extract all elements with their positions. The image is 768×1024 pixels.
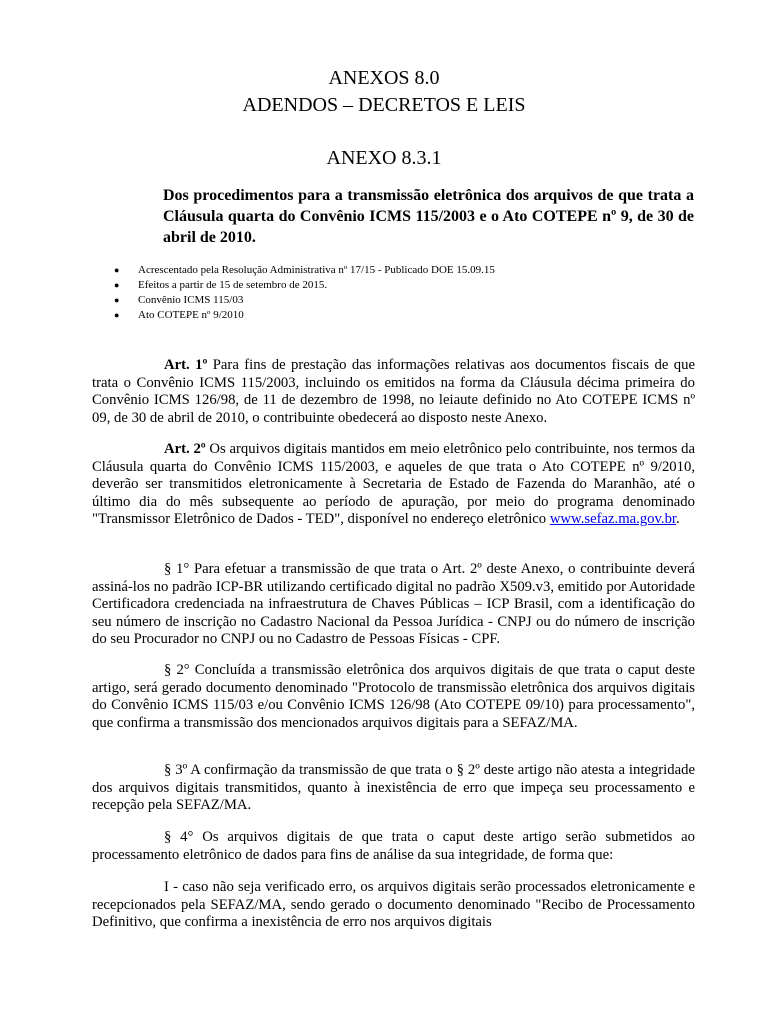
article-2 (92, 441, 695, 529)
note-text: Ato COTEPE nº 9/2010 (138, 309, 244, 321)
sefaz-website-link[interactable]: www.sefaz.ma.gov.br (549, 511, 676, 528)
bullet-icon: ● (114, 310, 120, 320)
notes-list (112, 263, 495, 323)
list-item (112, 308, 495, 323)
bullet-icon: ● (114, 280, 120, 290)
document-title: ANEXOS 8.0 (328, 67, 440, 89)
annex-description: Dos procedimentos para a transmissão eletrônica dos arquivos de que trata a Cláusula quarta do Convênio ICMS 115/2003 e o Ato COTEPE nº 9, de 30 de abril de 2010. (163, 187, 694, 246)
document-subtitle: ADENDOS – DECRETOS E LEIS (242, 94, 526, 116)
list-item (112, 278, 495, 293)
paragraph-3: § 3º A confirmação da transmissão de que trata o § 2º deste artigo não atesta a integridade dos arquivos digitais transmitidos, quanto à inexistência de erro que impeça seu processamento e recepção pela SEFAZ/MA. (92, 762, 695, 814)
article-1 (92, 357, 695, 427)
article-2-text: Os arquivos digitais mantidos em meio eletrônico pelo contribuinte, nos termos da Cláusula quarta do Convênio ICMS 115/2003, e aqueles de que trata o Ato COTEPE nº 9/2010, deverão ser transmitidos eletronicamente à Secretaria de Estado de Fazenda do Maranhão, até o último dia do mês subsequente ao período de apuração, por meio do programa denominado "Transmissor Eletrônico de Dados - TED", disponível no endereço eletrônico (92, 441, 695, 528)
article-1-label: Art. 1º (164, 357, 208, 373)
list-item (112, 293, 495, 308)
paragraph-4: § 4° Os arquivos digitais de que trata o caput deste artigo serão submetidos ao processamento eletrônico de dados para fins de análise da sua integridade, de forma que: (92, 829, 695, 863)
note-text: Convênio ICMS 115/03 (138, 294, 244, 306)
annex-title: ANEXO 8.3.1 (326, 147, 442, 169)
article-2-label: Art. 2º (164, 441, 206, 457)
note-text: Acrescentado pela Resolução Administrativa nº 17/15 - Publicado DOE 15.09.15 (138, 264, 495, 276)
article-2-end: . (676, 511, 680, 528)
article-1-text: Para fins de prestação das informações relativas aos documentos fiscais de que trata o Convênio ICMS 115/2003, incluindo os emitidos na forma da Cláusula décima primeira do Convênio ICMS 126/98, de 11 de dezembro de 1998, no leiaute definido no Ato COTEPE ICMS nº 09, de 30 de abril de 2010, o contribuinte obedecerá ao disposto neste Anexo. (92, 357, 695, 426)
note-text: Efeitos a partir de 15 de setembro de 2015. (138, 279, 328, 291)
item-i: I - caso não seja verificado erro, os arquivos digitais serão processados eletronicamente e recepcionados pela SEFAZ/MA, sendo gerado o documento denominado "Recibo de Processamento Definitivo, que confirma a inexistência de erro nos arquivos digitais (92, 879, 695, 931)
list-item (112, 263, 495, 278)
bullet-icon: ● (114, 265, 120, 275)
paragraph-1: § 1° Para efetuar a transmissão de que trata o Art. 2º deste Anexo, o contribuinte deverá assiná-los no padrão ICP-BR utilizando certificado digital no padrão X509.v3, emitido por Autoridade Certificadora credenciada na infraestrutura de Chaves Públicas – ICP Brasil, com a identificação do seu número de inscrição no Cadastro Nacional da Pessoa Jurídica - CNPJ ou do número de inscrição do seu Procurador no CNPJ ou no Cadastro de Pessoas Físicas - CPF. (92, 561, 695, 648)
paragraph-2: § 2° Concluída a transmissão eletrônica dos arquivos digitais de que trata o caput deste artigo, será gerado documento denominado "Protocolo de transmissão eletrônica dos arquivos digitais do Convênio ICMS 115/03 e/ou Convênio ICMS 126/98 (Ato COTEPE 09/10) para processamento", que confirma a transmissão dos mencionados arquivos digitais para a SEFAZ/MA. (92, 662, 695, 731)
bullet-icon: ● (114, 295, 120, 305)
